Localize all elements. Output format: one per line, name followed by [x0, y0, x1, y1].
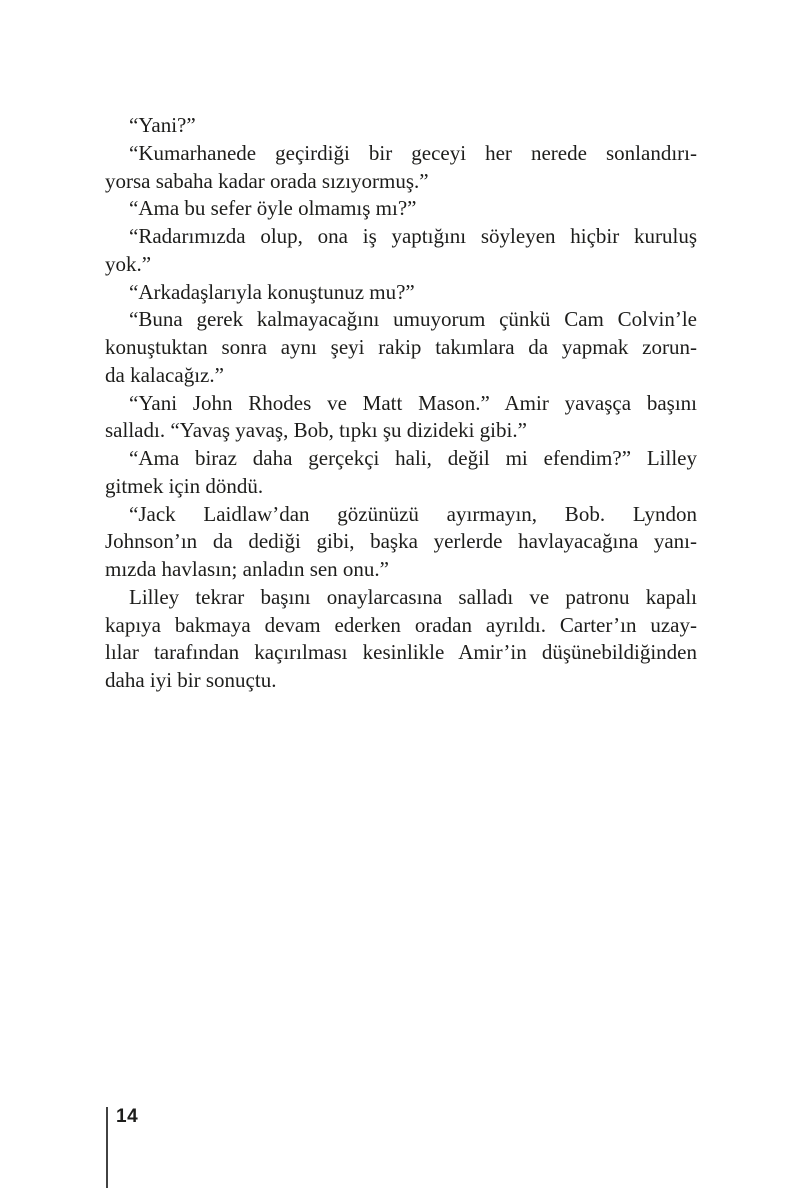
text-line: “Yani John Rhodes ve Matt Mason.” Amir yavaşça başını [129, 390, 697, 415]
text-line: daha iyi bir sonuçtu. [105, 668, 277, 692]
text-line: salladı. “Yavaş yavaş, Bob, tıpkı şu dizideki gibi.” [105, 418, 527, 443]
text-line: yorsa sabaha kadar orada sızıyormuş.” [105, 168, 429, 193]
text-line: kapıya bakmaya devam ederken oradan ayrıldı. Carter’ın uzay- [105, 612, 697, 637]
text-line: “Buna gerek kalmayacağını umuyorum çünkü Cam Colvin’le [129, 307, 697, 332]
text-line: “Yani?” [129, 113, 196, 137]
page-number: 14 [116, 1106, 139, 1127]
text-line: “Radarımızda olup, ona iş yaptığını söyleyen hiçbir kuruluş [129, 224, 697, 248]
text-line: gitmek için döndü. [105, 473, 264, 498]
footer-rule [106, 1107, 108, 1188]
text-line: “Ama biraz daha gerçekçi hali, değil mi efendim?” Lilley [129, 446, 697, 470]
text-line: “Jack Laidlaw’dan gözünüzü ayırmayın, Bob. Lyndon [129, 501, 697, 526]
body-text [105, 112, 697, 695]
text-line: yok.” [105, 251, 152, 276]
text-line: konuştuktan sonra aynı şeyi rakip takımlara da yapmak zorun- [105, 335, 697, 359]
text-line: da kalacağız.” [105, 362, 224, 387]
text-line: lılar tarafından kaçırılması kesinlikle Amir’in düşünebildiğinden [105, 640, 697, 665]
text-line: Johnson’ın da dediği gibi, başka yerlerde havlayacağına yanı- [105, 529, 697, 554]
text-line: “Kumarhanede geçirdiği bir geceyi her nerede sonlandırı- [129, 140, 697, 165]
text-line: Lilley tekrar başını onaylarcasına salladı ve patronu kapalı [129, 584, 697, 609]
text-line: “Arkadaşlarıyla konuştunuz mu?” [129, 279, 415, 304]
text-line: “Ama bu sefer öyle olmamış mı?” [129, 196, 417, 221]
text-line: mızda havlasın; anladın sen onu.” [105, 557, 390, 581]
